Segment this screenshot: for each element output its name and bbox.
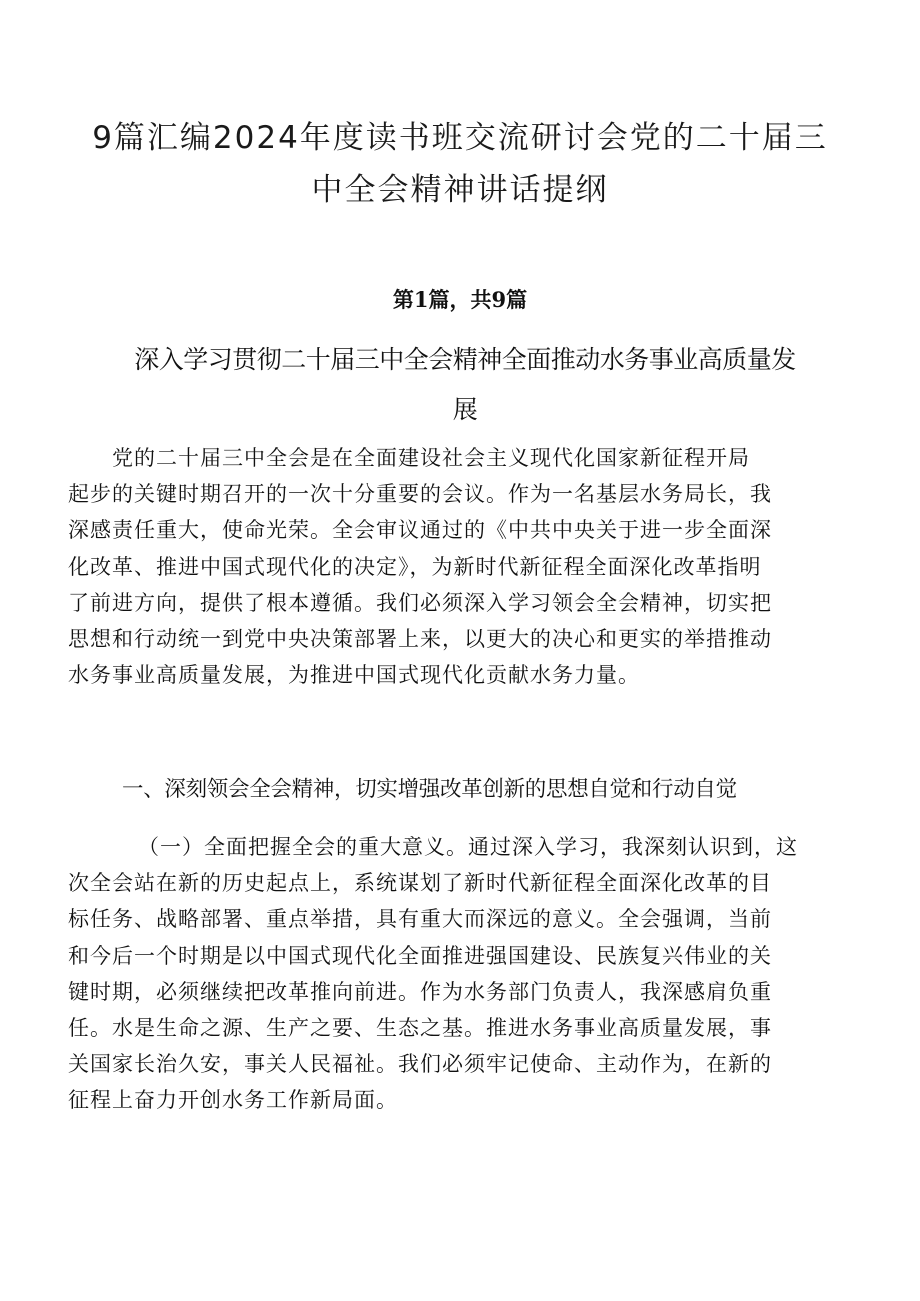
paragraph-line: 深感责任重大，使命光荣。全会审议通过的《中共中央关于进一步全面深 — [68, 518, 772, 543]
document-title-line: 中全会精神讲话提纲 — [311, 172, 609, 208]
paragraph-line: （一）全面把握全会的重大意义。通过深入学习，我深刻认识到，这 — [138, 835, 798, 859]
paragraph-line: 征程上奋力开创水务工作新局面。 — [68, 1088, 398, 1113]
paragraph-line: 水务事业高质量发展，为推进中国式现代化贡献水务力量。 — [68, 663, 640, 688]
paragraph-line: 化改革、推进中国式现代化的决定》，为新时代新征程全面深化改革指明 — [68, 554, 762, 579]
paragraph-line: 关国家长治久安，事关人民福祉。我们必须牢记使命、主动作为，在新的 — [68, 1052, 772, 1077]
paragraph-line: 键时期，必须继续把改革推向前进。作为水务部门负责人，我深感肩负重 — [68, 979, 772, 1004]
section-title-line: 深入学习贯彻二十届三中全会精神全面推动水务事业高质量发 — [134, 345, 796, 374]
body-paragraph — [68, 829, 858, 1119]
document-title-line: 9篇汇编2024年度读书班交流研讨会党的二十届三 — [92, 120, 828, 156]
section-title — [100, 335, 830, 435]
part-label: 第1篇，共9篇 — [392, 287, 528, 312]
paragraph-line: 和今后一个时期是以中国式现代化全面推进强国建设、民族复兴伟业的关 — [68, 943, 772, 968]
paragraph-line: 党的二十届三中全会是在全面建设社会主义现代化国家新征程开局 — [112, 446, 750, 470]
paragraph-line: 了前进方向，提供了根本遵循。我们必须深入学习领会全会精神，切实把 — [68, 590, 772, 615]
paragraph-line: 起步的关键时期召开的一次十分重要的会议。作为一名基层水务局长，我 — [68, 482, 772, 507]
paragraph-line: 标任务、战略部署、重点举措，具有重大而深远的意义。全会强调，当前 — [68, 907, 772, 932]
document-title — [60, 112, 860, 216]
heading-level-1: 一、深刻领会全会精神，切实增强改革创新的思想自觉和行动自觉 — [122, 777, 737, 802]
paragraph-line: 次全会站在新的历史起点上，系统谋划了新时代新征程全面深化改革的目 — [68, 871, 772, 896]
intro-paragraph — [68, 440, 858, 693]
paragraph-line: 思想和行动统一到党中央决策部署上来，以更大的决心和更实的举措推动 — [68, 627, 772, 652]
section-title-line: 展 — [452, 395, 478, 424]
paragraph-line: 任。水是生命之源、生产之要、生态之基。推进水务事业高质量发展，事 — [68, 1016, 772, 1041]
